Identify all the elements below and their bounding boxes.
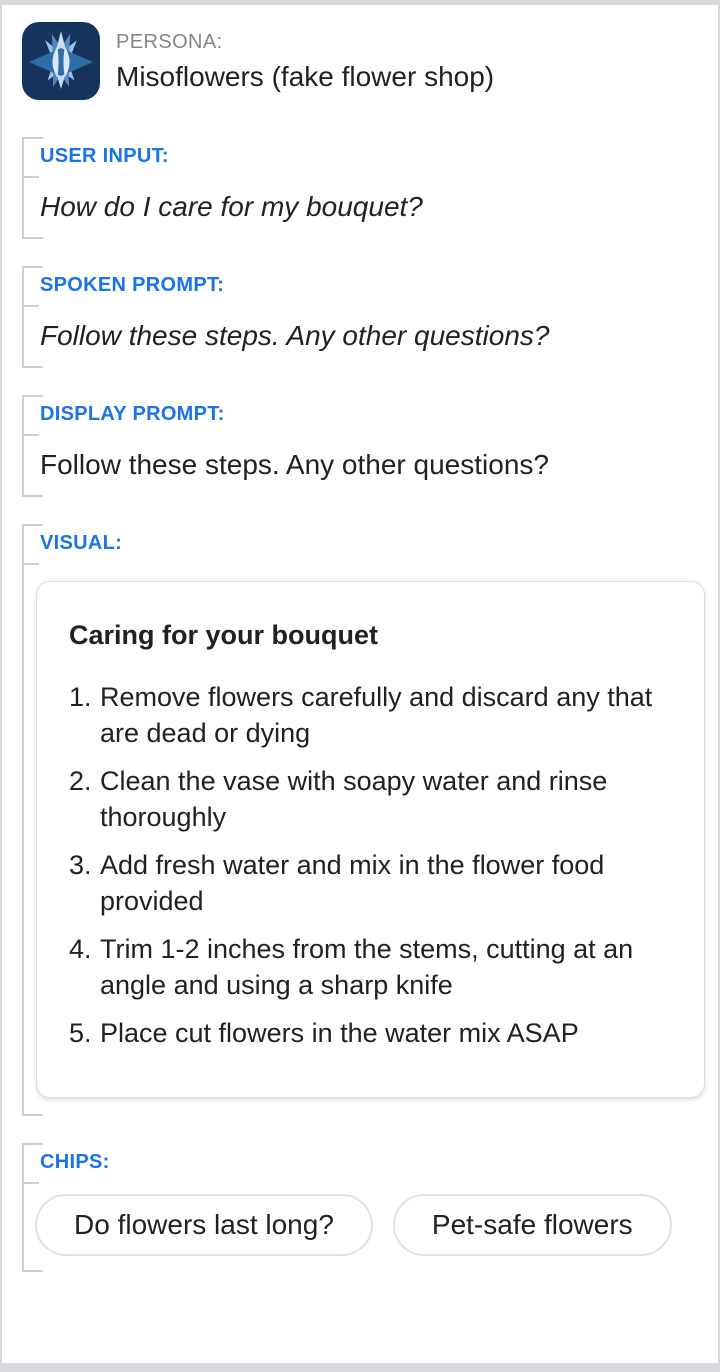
visual-label: VISUAL: (40, 532, 123, 554)
user-input-content-bracket (22, 178, 705, 239)
care-step-1: Remove flowers carefully and discard any that are dead or dying (100, 682, 653, 748)
spoken-prompt-label-bracket (22, 266, 705, 307)
persona-header (22, 5, 705, 100)
care-step-5: Place cut flowers in the water mix ASAP (100, 1018, 579, 1048)
visual-label-bracket (22, 524, 705, 565)
persona-name: Misoflowers (fake flower shop) (116, 60, 495, 92)
section-chips (22, 1143, 705, 1272)
persona-label: PERSONA: (116, 30, 223, 53)
section-user-input (22, 137, 705, 239)
chip-do-flowers-last-long[interactable]: Do flowers last long? (35, 1194, 373, 1256)
spoken-prompt-label: SPOKEN PROMPT: (40, 274, 225, 296)
persona-header-text (116, 31, 494, 92)
care-step-2: Clean the vase with soapy water and rinse thoroughly (100, 766, 608, 832)
flower-logo-icon (22, 22, 100, 100)
chips-label-bracket (22, 1143, 705, 1184)
care-steps-list (69, 679, 674, 1051)
visual-card-title: Caring for your bouquet (69, 620, 378, 650)
chips-content-bracket (22, 1184, 705, 1272)
visual-content-bracket (22, 565, 705, 1116)
display-prompt-text: Follow these steps. Any other questions? (40, 449, 549, 480)
care-step-3: Add fresh water and mix in the flower food provided (100, 850, 605, 916)
display-prompt-label-bracket (22, 395, 705, 436)
care-step-4: Trim 1-2 inches from the stems, cutting at an angle and using a sharp knife (100, 934, 634, 1000)
user-input-text: How do I care for my bouquet? (40, 191, 423, 222)
spoken-prompt-content-bracket (22, 307, 705, 368)
section-visual (22, 524, 705, 1116)
spoken-prompt-text: Follow these steps. Any other questions? (40, 320, 550, 351)
user-input-label-bracket (22, 137, 705, 178)
visual-card (36, 581, 705, 1098)
display-prompt-label: DISPLAY PROMPT: (40, 403, 225, 425)
chip-pet-safe-flowers[interactable]: Pet-safe flowers (393, 1194, 672, 1256)
section-display-prompt (22, 395, 705, 497)
user-input-label: USER INPUT: (40, 145, 169, 167)
chips-label: CHIPS: (40, 1151, 110, 1173)
section-spoken-prompt (22, 266, 705, 368)
display-prompt-content-bracket (22, 436, 705, 497)
chips-row (35, 1194, 705, 1256)
